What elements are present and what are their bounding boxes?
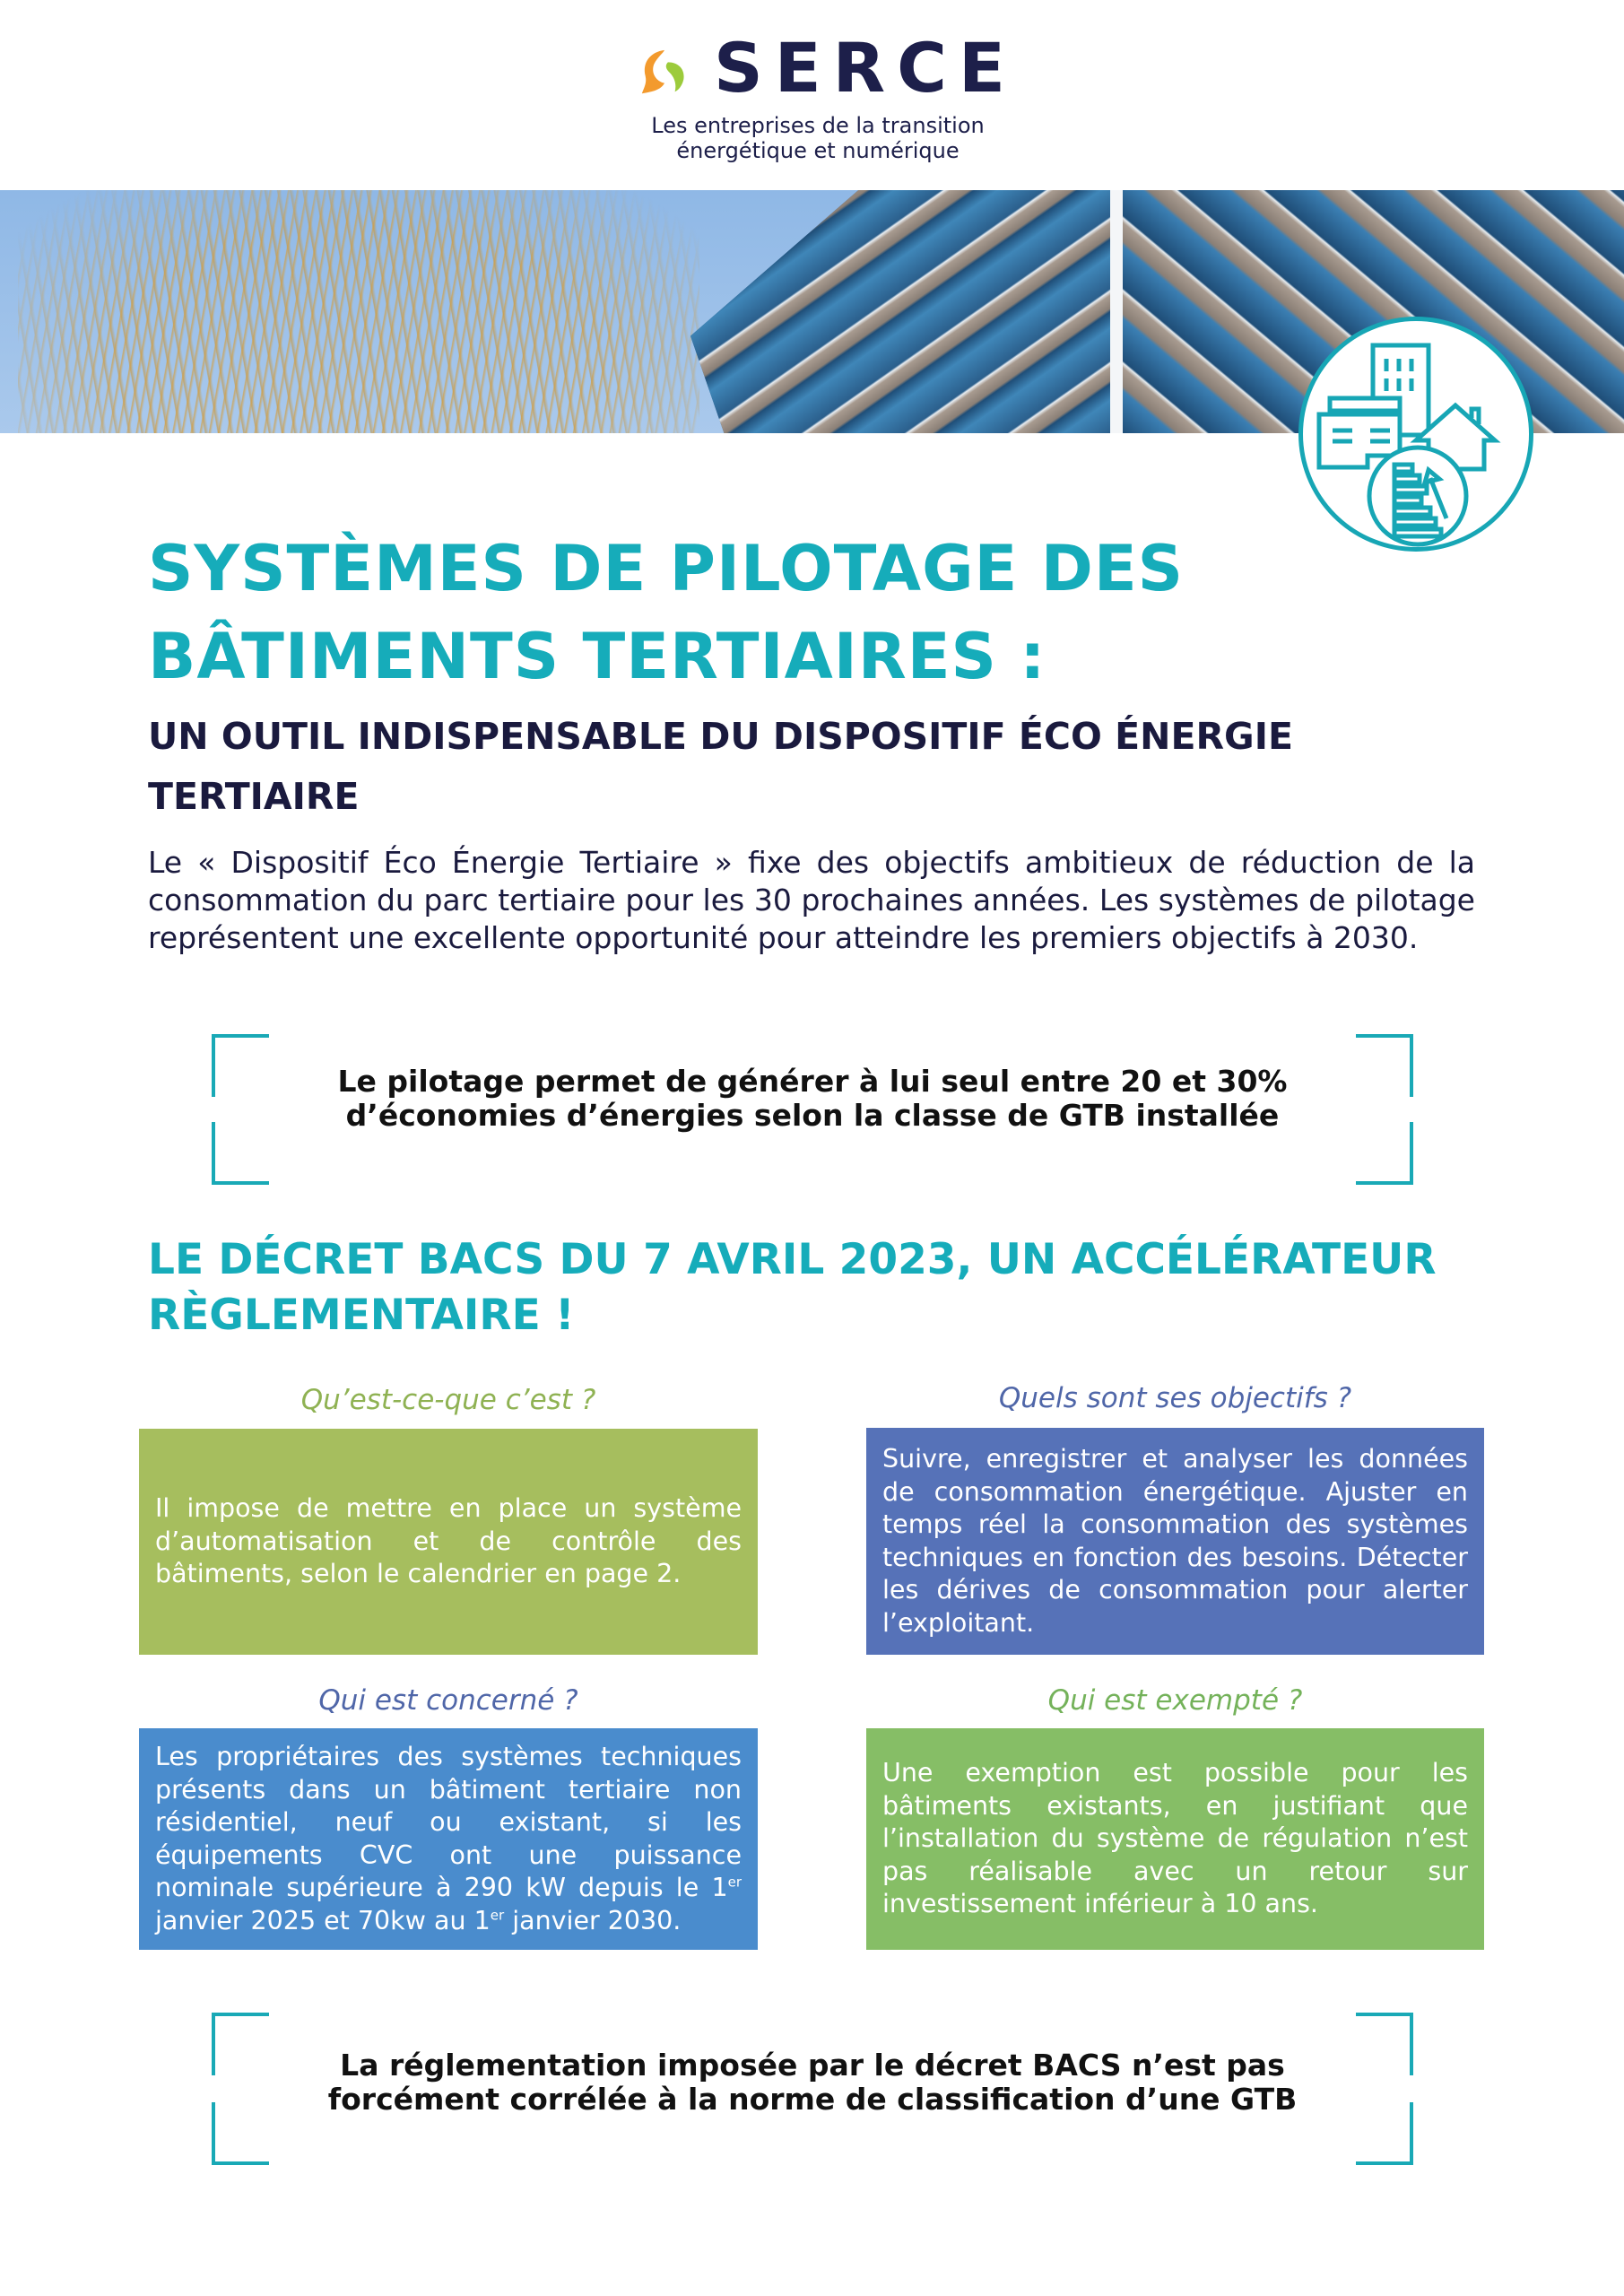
page-title-line2: BÂTIMENTS TERTIAIRES : (148, 620, 1046, 693)
section-title-decret-bacs: LE DÉCRET BACS DU 7 AVRIL 2023, UN ACCÉLÉRATEUR RÈGLEMENTAIRE ! (148, 1235, 1437, 1340)
card-concerned-text-part3: janvier 2030. (504, 1905, 682, 1935)
logo-wordmark: SERCE (714, 28, 1017, 108)
card-label-what: Qu’est-ce-que c’est ? (300, 1384, 596, 1416)
superscript-er: er (490, 1907, 505, 1923)
logo-tagline-line1: Les entreprises de la transition (651, 113, 985, 138)
page-title (148, 525, 1314, 700)
intro-paragraph: Le « Dispositif Éco Énergie Tertiaire » fixe des objectifs ambitieux de réduction de la consommation du parc tertiaire pour les 30 prochaines années. Les systèmes de pilotage représentent une excellente opportunité pour atteindre les premiers objectifs à 2030. (148, 845, 1475, 955)
serce-swoosh-icon (638, 47, 690, 99)
card-objectives-text: Suivre, enregistrer et analyser les données de consommation énergétique. Ajuster en temps réel la consommation des systèmes techniques en fonction des besoins. Détecter les dérives de consommation pour alerter l’exploitant. (882, 1444, 1468, 1638)
callout-savings-text (212, 1065, 1413, 1133)
card-concerned-text-part1: Les propriétaires des systèmes techniques présents dans un bâtiment tertiaire non résidentiel, neuf ou existant, si les équipements CVC ont une puissance nominale supérieure à 290 kW depuis le 1 (155, 1742, 742, 1902)
callout-savings (212, 1034, 1413, 1185)
logo-tagline (638, 113, 997, 163)
buildings-energy-class-icon (1298, 317, 1533, 552)
callout-savings-line1: Le pilotage permet de générer à lui seul entre 20 et 30% (337, 1064, 1288, 1099)
logo-tagline-line2: énergétique et numérique (676, 138, 960, 163)
callout-regulation-line1: La réglementation imposée par le décret BACS n’est pas (340, 2048, 1285, 2083)
card-concerned-text (155, 1741, 742, 1937)
callout-savings-line2: d’économies d’énergies selon la classe de GTB installée (345, 1098, 1280, 1133)
card-concerned-text-part2: janvier 2025 et 70kw au 1 (155, 1905, 491, 1935)
card-exempted-text: Une exemption est possible pour les bâtiments existants, en justifiant que l’installation du système de régulation n’est pas réalisable avec un retour sur investissement inférieur à 10 ans. (882, 1758, 1468, 1919)
card-exempted (866, 1728, 1484, 1950)
superscript-er: er (727, 1874, 742, 1891)
banner-divider (1110, 190, 1123, 433)
page-title-line1: SYSTÈMES DE PILOTAGE DES (148, 532, 1185, 605)
card-concerned (139, 1728, 758, 1950)
card-label-exempted: Qui est exempté ? (1047, 1684, 1303, 1717)
card-label-objectives: Quels sont ses objectifs ? (998, 1382, 1352, 1414)
card-what-text: Il impose de mettre en place un système d’automatisation et de contrôle des bâtiments, selon le calendrier en page 2. (155, 1493, 742, 1589)
callout-regulation-line2: forcément corrélée à la norme de classification d’une GTB (327, 2082, 1298, 2117)
callout-regulation-text (212, 2048, 1413, 2117)
page-subtitle: UN OUTIL INDISPENSABLE DU DISPOSITIF ÉCO ÉNERGIE TERTIAIRE (148, 715, 1293, 818)
card-objectives (866, 1428, 1484, 1655)
callout-regulation-note (212, 2013, 1413, 2165)
card-label-concerned: Qui est concerné ? (318, 1684, 578, 1717)
serce-logo (638, 28, 1017, 165)
card-what (139, 1429, 758, 1655)
banner-willow-tree (18, 190, 699, 433)
